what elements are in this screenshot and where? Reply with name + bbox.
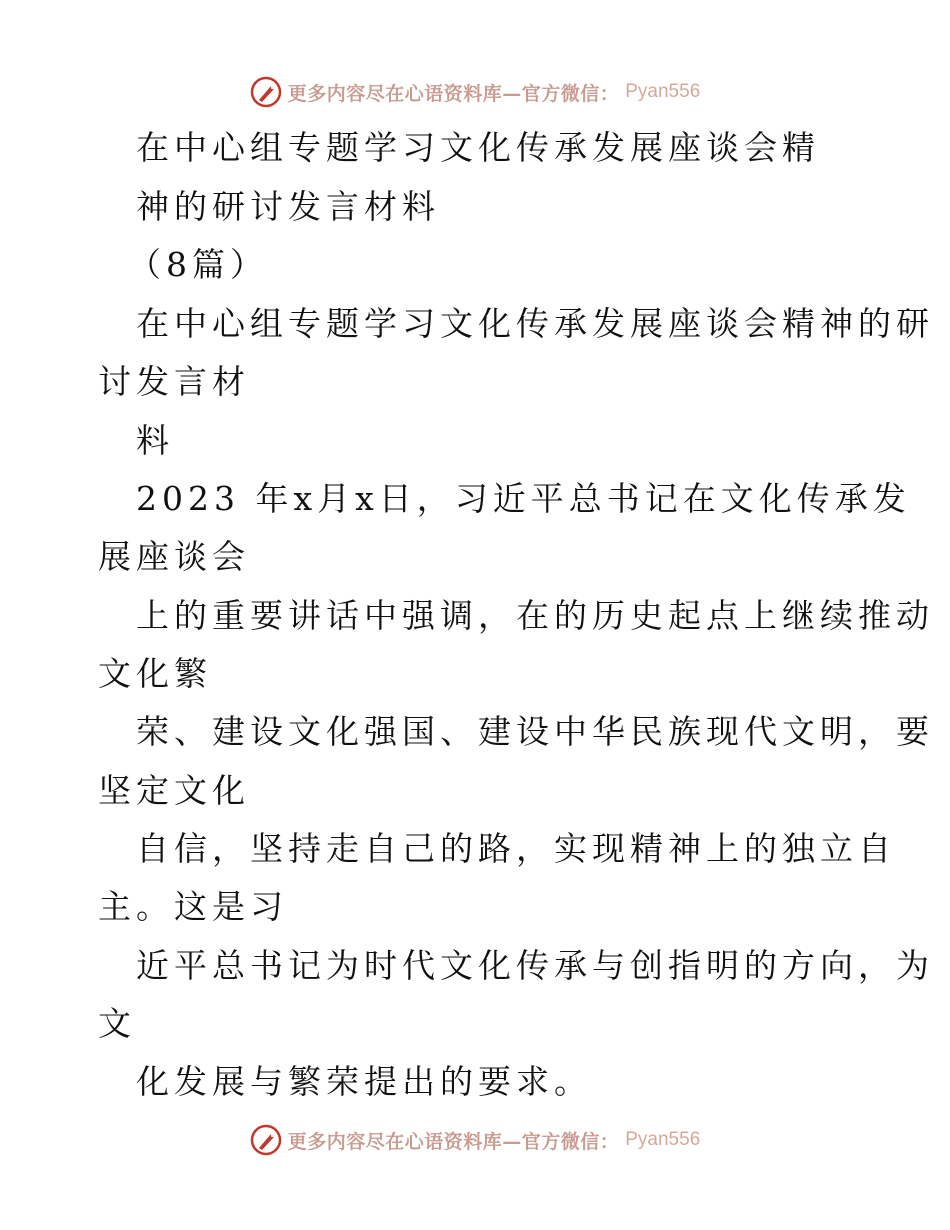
watermark-wechat-id: Pyan556 [625,81,701,102]
body-line: 展座谈会 [98,537,250,576]
fountain-pen-logo-icon [250,1124,282,1156]
body-line: 自信，坚持走自己的路，实现精神上的独立自 [136,829,896,868]
document-article-count: （8篇） [128,245,268,284]
watermark-text: 更多内容尽在心语资料库—官方微信： [287,82,620,105]
document-title-line-2: 神的研讨发言材料 [136,187,440,226]
body-line: 化发展与繁荣提出的要求。 [136,1062,592,1101]
watermark-text: 更多内容尽在心语资料库—官方微信： [287,1130,620,1153]
body-line: 料 [136,421,174,460]
footer-watermark [0,1120,950,1160]
body-line: 文化繁 [98,654,212,693]
body-line: 讨发言材 [98,362,250,401]
body-line: 上的重要讲话中强调，在的历史起点上继续推动 [136,596,934,635]
document-title-line-1: 在中心组专题学习文化传承发展座谈会精 [136,128,820,167]
body-line: 在中心组专题学习文化传承发展座谈会精神的研 [136,304,934,343]
body-line: 近平总书记为时代文化传承与创指明的方向，为 [136,946,934,985]
body-line: 2023 年x月x日，习近平总书记在文化传承发 [136,479,911,518]
body-line: 荣、建设文化强国、建设中华民族现代文明，要 [136,712,934,751]
watermark-wechat-id: Pyan556 [625,1129,701,1150]
body-line: 坚定文化 [98,771,250,810]
fountain-pen-logo-icon [250,76,282,108]
body-line: 文 [98,1004,136,1043]
body-line: 主。这是习 [98,887,288,926]
header-watermark [0,72,950,112]
